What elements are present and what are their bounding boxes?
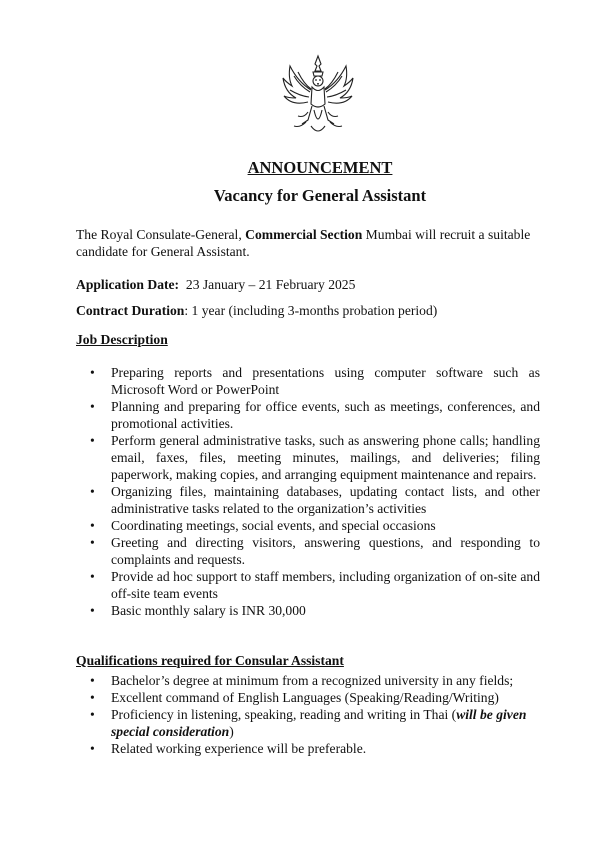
bullet-icon: • <box>90 569 95 584</box>
list-item-text: Bachelor’s degree at minimum from a recognized university in any fields; <box>111 673 514 688</box>
intro-section-name: Commercial Section <box>245 227 363 242</box>
list-item <box>90 568 540 602</box>
list-item <box>90 483 540 517</box>
list-item-text: Basic monthly salary is INR 30,000 <box>111 603 306 618</box>
intro-text-2: Mumbai will recruit a suitable candidate for General Assistant. <box>76 227 531 259</box>
intro-text-1: The Royal Consulate-General, <box>76 227 246 242</box>
list-item-text: Excellent command of English Languages (Speaking/Reading/Writing) <box>111 690 499 705</box>
bullet-icon: • <box>90 484 95 499</box>
qualifications-list <box>90 672 540 757</box>
bullet-icon: • <box>90 518 95 533</box>
list-item <box>90 740 540 757</box>
list-item <box>90 706 540 740</box>
bullet-icon: • <box>90 399 95 414</box>
list-item-text: Planning and preparing for office events, such as meetings, conferences, and promotional activities. <box>111 399 540 431</box>
list-item-text: Proficiency in listening, speaking, reading and writing in Thai ( <box>111 707 457 722</box>
bullet-icon: • <box>90 365 95 380</box>
contract-duration-label: Contract Duration <box>76 303 185 318</box>
list-item-close: ) <box>229 724 234 739</box>
list-item-text: Greeting and directing visitors, answering questions, and responding to complaints and requests. <box>111 535 540 567</box>
list-item <box>90 398 540 432</box>
application-date <box>76 276 546 293</box>
bullet-icon: • <box>90 433 95 448</box>
bullet-icon: • <box>90 690 95 705</box>
application-date-label: Application Date: <box>76 277 180 292</box>
list-item-text: Organizing files, maintaining databases, updating contact lists, and other administrative tasks related to the organization’s activities <box>111 484 540 516</box>
list-item <box>90 672 540 689</box>
announcement-title: ANNOUNCEMENT <box>247 158 393 177</box>
garuda-emblem-icon <box>278 52 358 138</box>
intro-paragraph <box>76 226 546 260</box>
list-item <box>90 517 540 534</box>
contract-duration-value: : 1 year (including 3-months probation period) <box>184 303 438 318</box>
job-description-title: Job Description <box>76 332 168 347</box>
bullet-icon: • <box>90 603 95 618</box>
list-item-text: Coordinating meetings, social events, and special occasions <box>111 518 436 533</box>
bullet-icon: • <box>90 707 95 722</box>
application-date-value: 23 January – 21 February 2025 <box>185 277 356 292</box>
vacancy-subtitle: Vacancy for General Assistant <box>213 186 427 205</box>
contract-duration <box>76 302 546 319</box>
list-item-text: Related working experience will be preferable. <box>111 741 367 756</box>
list-item <box>90 364 540 398</box>
list-item-text: Preparing reports and presentations using computer software such as Microsoft Word or PowerPoint <box>111 365 540 397</box>
list-item <box>90 689 540 706</box>
job-description-list <box>90 364 540 619</box>
list-item <box>90 602 540 619</box>
qualifications-title: Qualifications required for Consular Assistant <box>76 653 344 668</box>
bullet-icon: • <box>90 741 95 756</box>
bullet-icon: • <box>90 673 95 688</box>
list-item-text: Provide ad hoc support to staff members, including organization of on-site and off-site team events <box>111 569 540 601</box>
list-item-text: Perform general administrative tasks, such as answering phone calls; handling email, faxes, files, meeting minutes, mailings, and deliveries; filing paperwork, making copies, and arranging equipment maintenance and repairs. <box>111 433 540 482</box>
special-consideration-note: will be given special consideration <box>111 707 527 739</box>
list-item <box>90 432 540 483</box>
bullet-icon: • <box>90 535 95 550</box>
list-item <box>90 534 540 568</box>
